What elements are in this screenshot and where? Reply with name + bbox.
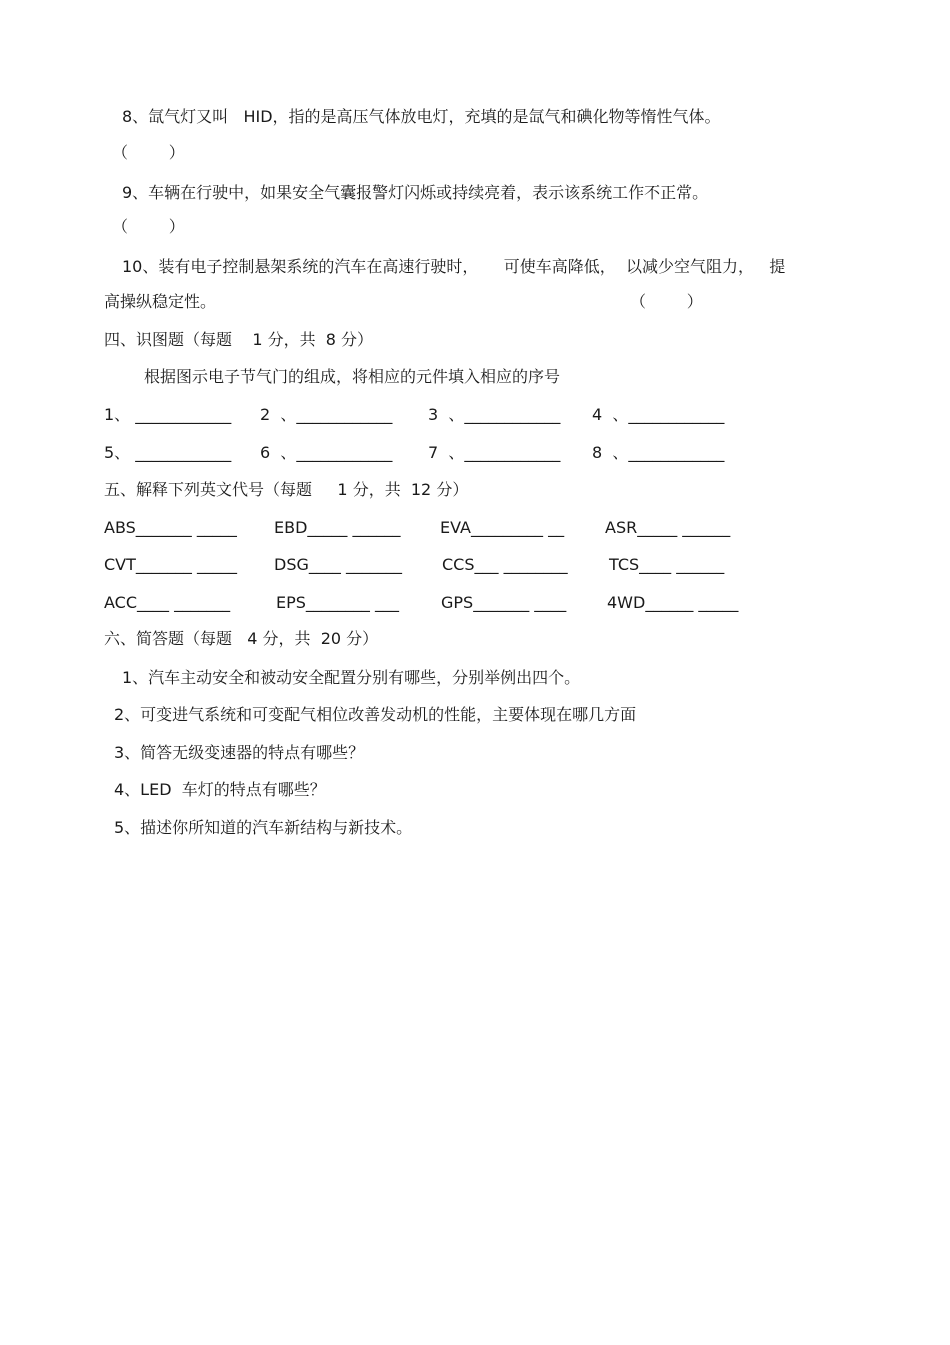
section-4-instruction: 根据图示电子节气门的组成，将相应的元件填入相应的序号 bbox=[144, 367, 561, 386]
blank-7[interactable]: 7 、____________ bbox=[428, 443, 561, 462]
question-10-text-continued: 高操纵稳定性。 bbox=[104, 292, 217, 311]
abbrev-ccs[interactable]: CCS___ ________ bbox=[442, 555, 568, 574]
abbrev-acc[interactable]: ACC____ _______ bbox=[104, 593, 231, 612]
abbrev-asr[interactable]: ASR_____ ______ bbox=[605, 518, 731, 537]
abbrev-ebd[interactable]: EBD_____ ______ bbox=[274, 518, 401, 537]
question-10-text: 10、装有电子控制悬架系统的汽车在高速行驶时， 可使车高降低， 以减少空气阻力， 提 bbox=[122, 257, 786, 276]
question-8-text: 8、氙气灯又叫 HID，指的是高压气体放电灯，充填的是氙气和碘化物等惰性气体。 bbox=[122, 107, 721, 126]
abbrev-tcs[interactable]: TCS____ ______ bbox=[609, 555, 725, 574]
abbrev-4wd[interactable]: 4WD______ _____ bbox=[607, 593, 739, 612]
abbrev-row-3 bbox=[0, 593, 950, 613]
short-answer-q1: 1、汽车主动安全和被动安全配置分别有哪些，分别举例出四个。 bbox=[122, 668, 581, 687]
blank-row-1 bbox=[0, 405, 950, 425]
blank-6[interactable]: 6 、____________ bbox=[260, 443, 393, 462]
abbrev-row-1 bbox=[0, 518, 950, 538]
question-10-answer-paren: （ ） bbox=[630, 292, 703, 311]
blank-2[interactable]: 2 、____________ bbox=[260, 405, 393, 424]
short-answer-q4: 4、LED 车灯的特点有哪些？ bbox=[114, 780, 326, 799]
question-8-answer-paren: （ ） bbox=[112, 143, 185, 162]
blank-row-2 bbox=[0, 443, 950, 463]
abbrev-dsg[interactable]: DSG____ _______ bbox=[274, 555, 402, 574]
short-answer-q3: 3、简答无级变速器的特点有哪些？ bbox=[114, 743, 365, 762]
blank-5[interactable]: 5、 ____________ bbox=[104, 443, 232, 462]
blank-1[interactable]: 1、 ____________ bbox=[104, 405, 232, 424]
short-answer-q2: 2、可变进气系统和可变配气相位改善发动机的性能，主要体现在哪几方面 bbox=[114, 705, 637, 724]
blank-3[interactable]: 3 、____________ bbox=[428, 405, 561, 424]
blank-8[interactable]: 8 、____________ bbox=[592, 443, 725, 462]
abbrev-eps[interactable]: EPS________ ___ bbox=[276, 593, 399, 612]
abbrev-eva[interactable]: EVA_________ __ bbox=[440, 518, 565, 537]
section-6-title: 六、简答题（每题 4 分，共 20 分） bbox=[104, 629, 379, 648]
section-4-title: 四、识图题（每题 1 分，共 8 分） bbox=[104, 330, 374, 349]
abbrev-abs[interactable]: ABS_______ _____ bbox=[104, 518, 237, 537]
abbrev-gps[interactable]: GPS_______ ____ bbox=[441, 593, 567, 612]
question-9-answer-paren: （ ） bbox=[112, 217, 185, 236]
section-5-title: 五、解释下列英文代号（每题 1 分，共 12 分） bbox=[104, 480, 469, 499]
abbrev-cvt[interactable]: CVT_______ _____ bbox=[104, 555, 237, 574]
blank-4[interactable]: 4 、____________ bbox=[592, 405, 725, 424]
question-9-text: 9、车辆在行驶中，如果安全气囊报警灯闪烁或持续亮着，表示该系统工作不正常。 bbox=[122, 183, 709, 202]
abbrev-row-2 bbox=[0, 555, 950, 575]
short-answer-q5: 5、描述你所知道的汽车新结构与新技术。 bbox=[114, 818, 413, 837]
